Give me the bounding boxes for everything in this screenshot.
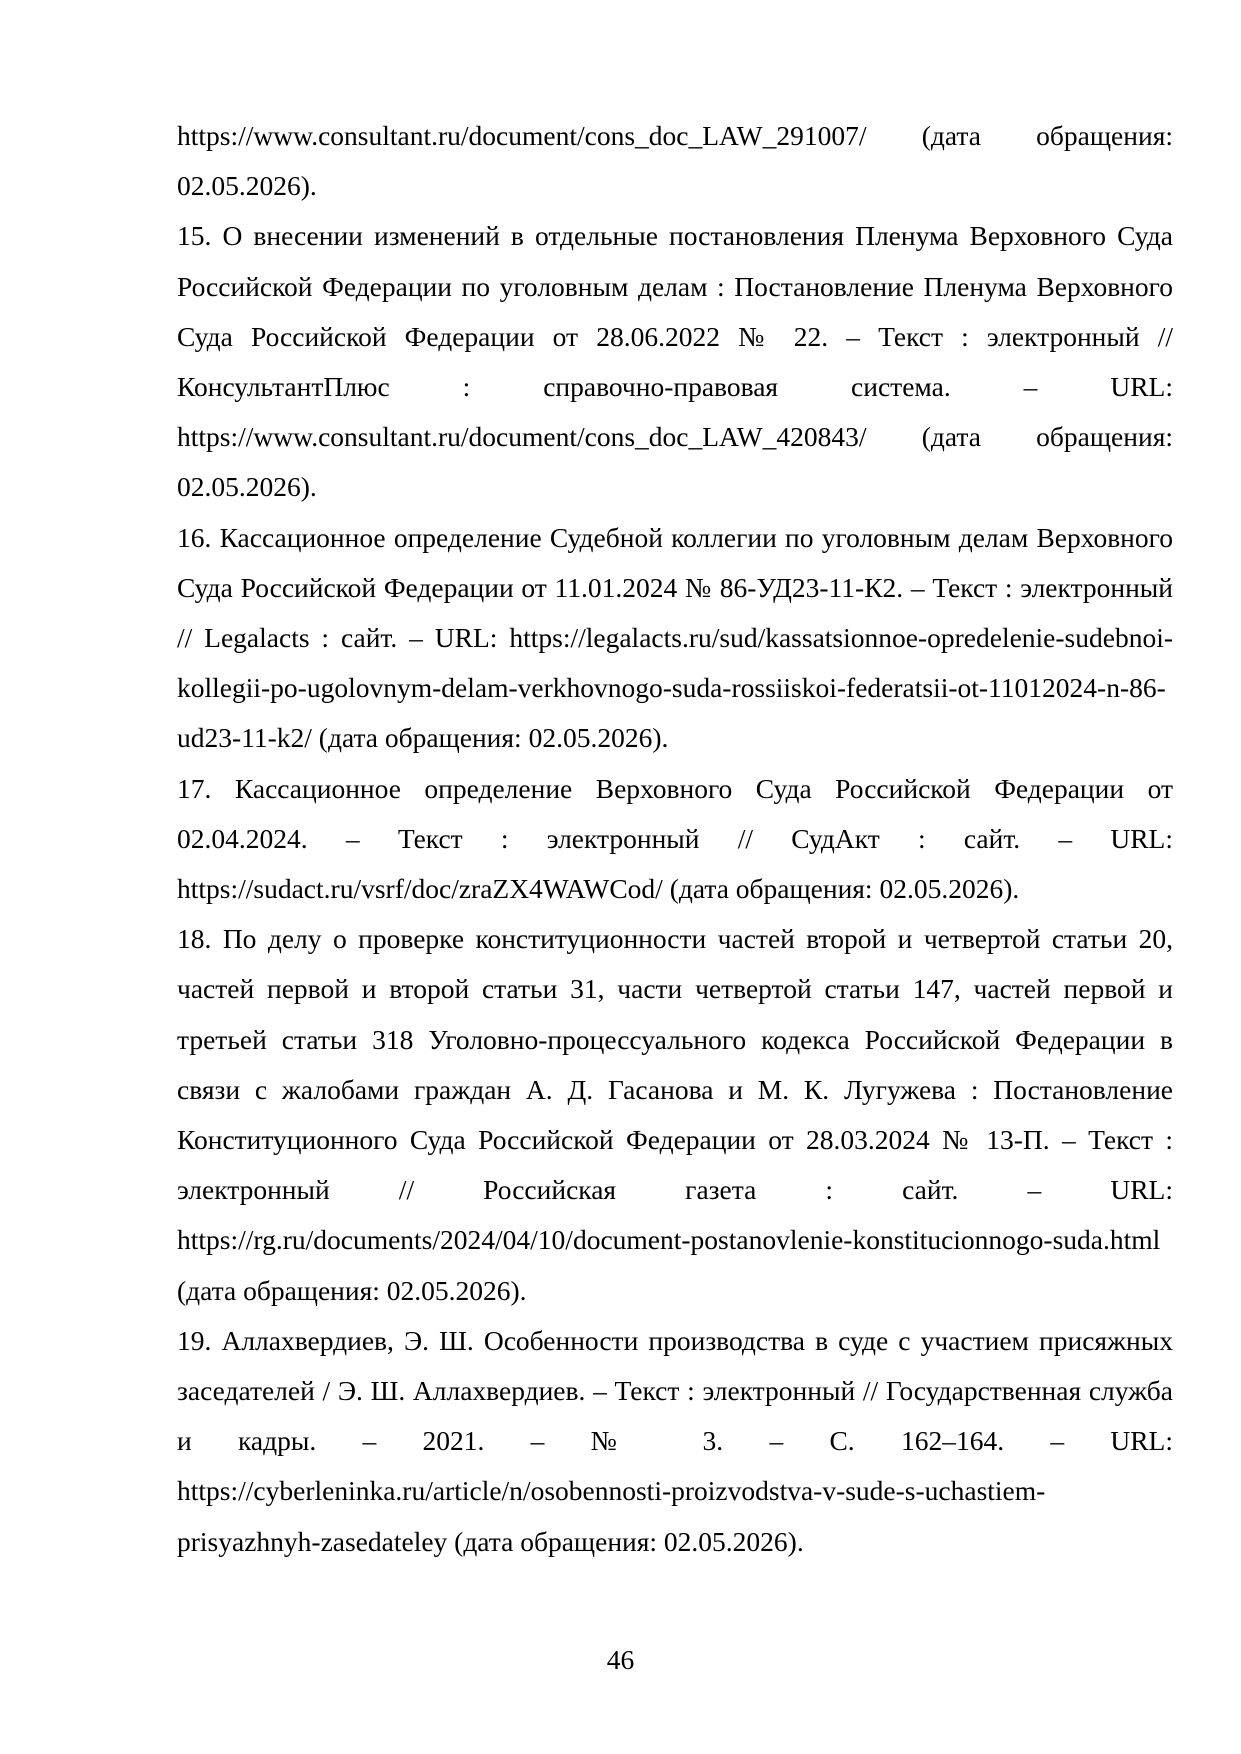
reference-list [177,111,1173,1567]
page-number: 46 [606,1644,635,1675]
reference-item-19: 19. Аллахвердиев, Э. Ш. Особенности производства в суде с участием присяжных заседателей / Э. Ш. Аллахвердиев. – Текст : электронный // Государственная служба и кадры. – 2021. – № 3. – С. 162–164. – URL: https://cyberleninka.ru/article/n/osobennosti-proizvodstva-v-sude-s-uchastiem-prisyazhnyh-zasedateley (дата обращения: 02.05.2026). [177,1324,1173,1557]
reference-item-15: 15. О внесении изменений в отдельные постановления Пленума Верховного Суда Российской Федерации по уголовным делам : Постановление Пленума Верховного Суда Российской Федерации от 28.06.2022 № 22. – Текст : электронный // КонсультантПлюс : справочно-правовая система. – URL: https://www.consultant.ru/document/cons_doc_LAW_420843/ (дата обращения: 02.05.2026). [177,220,1173,503]
reference-item-16: 16. Кассационное определение Судебной коллегии по уголовным делам Верховного Суда Российской Федерации от 11.01.2024 № 86-УД23-11-К2. – Текст : электронный // Legalacts : сайт. – URL: https://legalacts.ru/sud/kassatsionnoe-opredelenie-sudebnoi-kollegii-po-ugolovnym-delam-verkhovnogo-suda-rossiiskoi-federatsii-ot-11012024-n-86-ud23-11-k2/ (дата обращения: 02.05.2026). [177,521,1173,754]
reference-item-14-continuation: https://www.consultant.ru/document/cons_doc_LAW_291007/ (дата обращения: 02.05.2026). [177,120,1173,202]
reference-item-17: 17. Кассационное определение Верховного Суда Российской Федерации от 02.04.2024. – Текст : электронный // СудАкт : сайт. – URL: https://sudact.ru/vsrf/doc/zraZX4WAWCod/ (дата обращения: 02.05.2026). [177,772,1173,905]
reference-item-18: 18. По делу о проверке конституционности частей второй и четвертой статьи 20, частей первой и второй статьи 31, части четвертой статьи 147, частей первой и третьей статьи 318 Уголовно-процессуального кодекса Российской Федерации в связи с жалобами граждан А. Д. Гасанова и М. К. Лугужева : Постановление Конституционного Суда Российской Федерации от 28.03.2024 № 13-П. – Текст : электронный // Российская газета : сайт. – URL: https://rg.ru/documents/2024/04/10/document-postanovlenie-konstitucionnogo-suda.html (дата обращения: 02.05.2026). [177,923,1173,1306]
